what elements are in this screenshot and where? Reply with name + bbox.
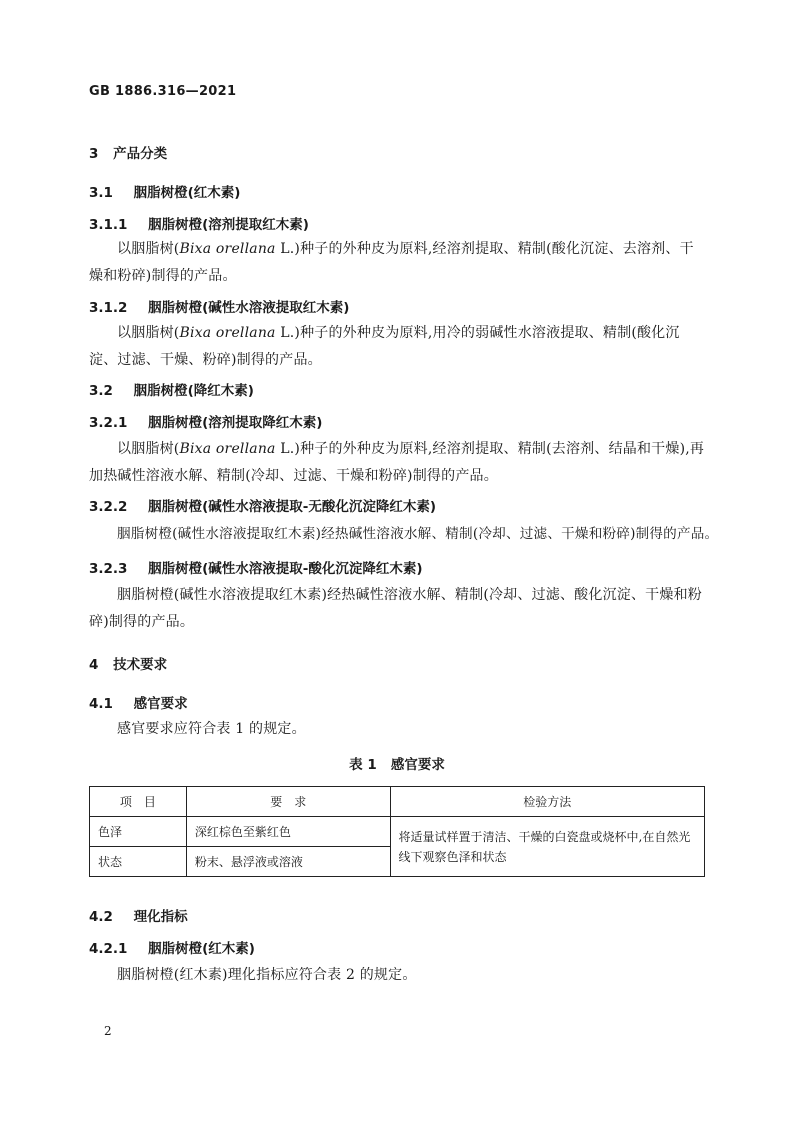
section-title: 技术要求 (113, 657, 168, 673)
paragraph-3-2-2: 胭脂树橙(碱性水溶液提取红木素)经热碱性溶液水解、精制(冷却、过滤、干燥和粉碎)制得的产品。 (117, 526, 719, 542)
sensory-requirements-table (89, 786, 705, 877)
section-3-1-2-heading (89, 296, 349, 316)
section-title: 感官要求 (133, 696, 188, 712)
table-1-title: 表 1 感官要求 (349, 757, 445, 773)
section-number: 3.2.2 (89, 499, 128, 515)
section-4-1-heading (89, 692, 188, 712)
section-3-2-2-heading (89, 495, 436, 515)
section-number: 3.1.2 (89, 300, 128, 316)
section-title: 胭脂树橙(碱性水溶液提取-无酸化沉淀降红木素) (148, 499, 437, 515)
standard-code-header: GB 1886.316—2021 (89, 84, 237, 99)
section-title: 胭脂树橙(溶剂提取降红木素) (148, 415, 323, 431)
section-title: 理化指标 (133, 909, 188, 925)
section-number: 3.1 (89, 185, 113, 201)
section-title: 胭脂树橙(碱性水溶液提取红木素) (148, 300, 350, 316)
section-title: 产品分类 (113, 146, 168, 162)
paragraph-4-2-1: 胭脂树橙(红木素)理化指标应符合表 2 的规定。 (117, 967, 417, 983)
section-number: 4.2.1 (89, 941, 128, 957)
section-title: 胭脂树橙(溶剂提取红木素) (148, 217, 309, 233)
column-header-method: 检验方法 (390, 787, 704, 817)
section-4-2-heading (89, 905, 188, 925)
method-cell: 将适量试样置于清洁、干燥的白瓷盘或烧杯中,在自然光线下观察色泽和状态 (390, 817, 704, 877)
section-number: 3 (89, 146, 99, 162)
latin-species-name: Bixa orellana (179, 441, 276, 457)
section-number: 3.1.1 (89, 217, 128, 233)
section-4-2-1-heading (89, 937, 255, 957)
section-3-heading (89, 142, 167, 162)
section-number: 3.2.3 (89, 561, 128, 577)
latin-species-name: Bixa orellana (179, 325, 276, 341)
section-number: 4.2 (89, 909, 113, 925)
column-header-requirement: 要 求 (186, 787, 390, 817)
section-3-2-1-heading (89, 411, 322, 431)
paragraph-4-1: 感官要求应符合表 1 的规定。 (117, 721, 306, 737)
section-3-1-1-heading (89, 213, 309, 233)
row-requirement-cell: 深红棕色至紫红色 (186, 817, 390, 847)
latin-species-name: Bixa orellana (179, 241, 276, 257)
section-number: 3.2.1 (89, 415, 128, 431)
section-title: 胭脂树橙(降红木素) (133, 383, 254, 399)
page-number: 2 (104, 1024, 112, 1038)
table-row (90, 817, 705, 847)
paragraph-3-2-3: 胭脂树橙(碱性水溶液提取红木素)经热碱性溶液水解、精制(冷却、过滤、酸化沉淀、干燥和粉碎)制得的产品。 (89, 587, 702, 630)
paragraph-3-1-2: 以胭脂树(Bixa orellana L.)种子的外种皮为原料,用冷的弱碱性水溶液提取、精制(酸化沉淀、过滤、干燥、粉碎)制得的产品。 (89, 325, 680, 368)
section-number: 4 (89, 657, 99, 673)
row-requirement-cell: 粉末、悬浮液或溶液 (186, 847, 390, 877)
section-3-2-heading (89, 379, 254, 399)
section-title: 胭脂树橙(碱性水溶液提取-酸化沉淀降红木素) (148, 561, 423, 577)
paragraph-3-2-1: 以胭脂树(Bixa orellana L.)种子的外种皮为原料,经溶剂提取、精制(去溶剂、结晶和干燥),再加热碱性溶液水解、精制(冷却、过滤、干燥和粉碎)制得的产品。 (89, 441, 705, 484)
section-3-1-heading (89, 181, 240, 201)
paragraph-3-1-1: 以胭脂树(Bixa orellana L.)种子的外种皮为原料,经溶剂提取、精制(酸化沉淀、去溶剂、干燥和粉碎)制得的产品。 (89, 241, 694, 284)
row-item-cell: 色泽 (90, 817, 187, 847)
section-4-heading (89, 653, 167, 673)
section-3-2-3-heading (89, 557, 423, 577)
row-item-cell: 状态 (90, 847, 187, 877)
section-title: 胭脂树橙(红木素) (148, 941, 255, 957)
column-header-item: 项 目 (90, 787, 187, 817)
table-header-row (90, 787, 705, 817)
section-title: 胭脂树橙(红木素) (133, 185, 241, 201)
section-number: 3.2 (89, 383, 113, 399)
section-number: 4.1 (89, 696, 113, 712)
